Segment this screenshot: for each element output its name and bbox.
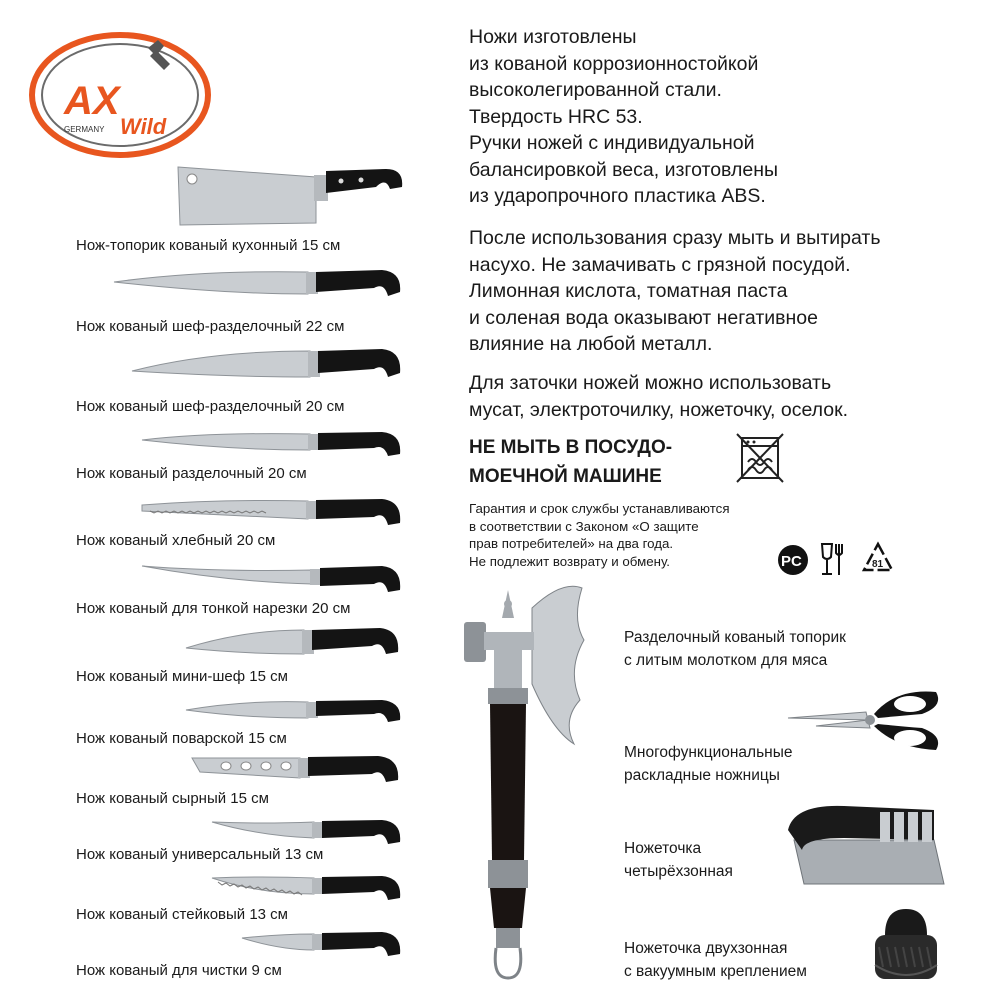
bread-knife-icon xyxy=(140,497,404,529)
knife-label: Нож кованый для чистки 9 см xyxy=(76,962,282,979)
chef-knife-icon xyxy=(130,347,404,387)
cheese-knife-icon xyxy=(190,752,404,786)
axe-hammer-icon xyxy=(462,580,612,985)
carving-knife-icon xyxy=(140,430,404,460)
dishwasher-warning: НЕ МЫТЬ В ПОСУДО- МОЕЧНОЙ МАШИНЕ xyxy=(469,437,673,487)
knife-label: Нож кованый сырный 15 см xyxy=(76,790,269,807)
steak-knife-icon xyxy=(210,872,404,902)
svg-text:PC: PC xyxy=(781,553,802,570)
knife-label: Нож кованый для тонкой нарезки 20 см xyxy=(76,600,351,617)
knife-label: Нож кованый стейковый 13 см xyxy=(76,906,288,923)
svg-text:GERMANY: GERMANY xyxy=(64,125,105,134)
cook-knife-icon xyxy=(184,698,404,726)
slicing-knife-icon xyxy=(140,562,404,594)
mini-chef-knife-icon xyxy=(184,626,404,660)
knife-label: Нож кованый мини-шеф 15 см xyxy=(76,668,288,685)
knife-label: Нож-топорик кованый кухонный 15 см xyxy=(76,237,341,254)
tool-label-axe: Разделочный кованый топорик с литым молотком для мяса xyxy=(624,629,846,669)
svg-text:AX: AX xyxy=(64,79,120,123)
cleaver-knife-icon xyxy=(176,163,406,229)
food-safe-icon xyxy=(819,541,851,579)
knife-label: Нож кованый поварской 15 см xyxy=(76,730,287,747)
utility-knife-icon xyxy=(210,816,404,846)
material-description: Ножи изготовлены из кованой коррозионностойкой высоколегированной стали. Твердость HRC 53. Ручки ножей с индивидуальной балансировкой веса, изготовлены из ударопрочного пластика ABS. xyxy=(469,26,778,207)
tool-label-four-zone-sharpener: Ножеточка четырёхзонная xyxy=(624,840,733,880)
warranty-text: Гарантия и срок службы устанавливаются в соответствии с Законом «О защите прав потребителей» на два года. Не подлежит возврату и обмену. xyxy=(469,501,730,569)
svg-text:Wild: Wild xyxy=(120,114,167,139)
knife-label: Нож кованый разделочный 20 см xyxy=(76,465,307,482)
axwild-logo xyxy=(28,30,213,160)
knife-label: Нож кованый шеф-разделочный 20 см xyxy=(76,398,345,415)
tool-label-scissors: Многофункциональные раскладные ножницы xyxy=(624,744,793,784)
recycle-code: 81 xyxy=(872,559,884,570)
knife-label: Нож кованый хлебный 20 см xyxy=(76,532,276,549)
tool-label-two-zone-sharpener: Ножеточка двухзонная с вакуумным креплением xyxy=(624,940,807,980)
four-zone-sharpener-icon xyxy=(784,800,950,886)
sharpening-info: Для заточки ножей можно использовать мусат, электроточилку, ножеточку, оселок. xyxy=(469,372,849,421)
knife-label: Нож кованый шеф-разделочный 22 см xyxy=(76,318,345,335)
scissors-icon xyxy=(786,686,946,756)
rst-certification-icon xyxy=(773,543,813,577)
no-dishwasher-icon xyxy=(735,432,785,484)
two-zone-sharpener-icon xyxy=(865,905,947,987)
knife-label: Нож кованый универсальный 13 см xyxy=(76,846,324,863)
chef-knife-icon xyxy=(112,268,404,304)
paring-knife-icon xyxy=(240,930,404,958)
care-instructions: После использования сразу мыть и вытирать насухо. Не замачивать с грязной посудой. Лимонная кислота, томатная паста и соленая вода оказывают негативное влияние на любой металл. xyxy=(469,227,881,355)
